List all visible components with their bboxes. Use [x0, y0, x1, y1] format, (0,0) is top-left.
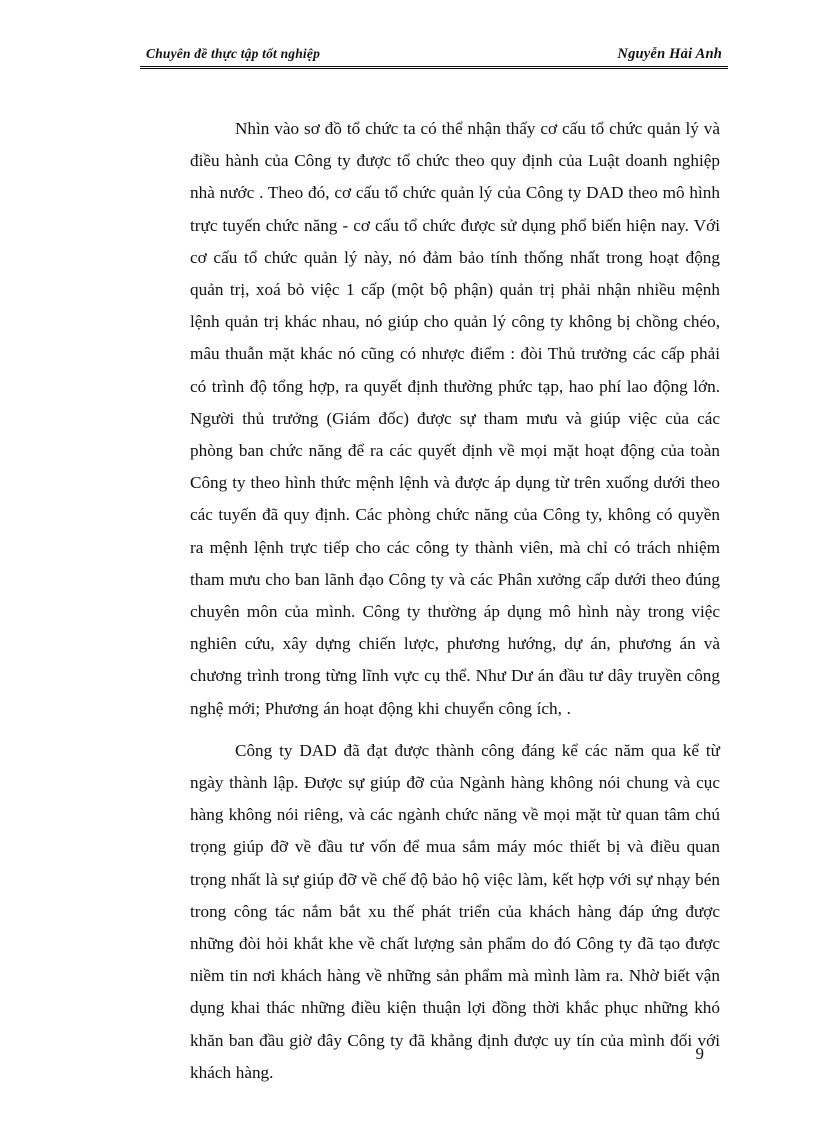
page-number: 9	[695, 1044, 704, 1063]
document-body	[190, 113, 720, 1089]
header-author-name: Nguyễn Hải Anh	[617, 46, 722, 62]
paragraph-company-achievements: Công ty DAD đã đạt được thành công đáng kể các năm qua kể từ ngày thành lập. Được sự giúp đỡ của Ngành hàng không nói chung và cục hàng không nói riêng, và các ngành chức năng về mọi mặt từ quan tâm chú trọng giúp đỡ về đầu tư vốn để mua sắm máy móc thiết bị và điều quan trọng nhất là sự giúp đỡ về chế độ bảo hộ việc làm, kết hợp với sự nhạy bén trong công tác nắm bắt xu thế phát triển của khách hàng đáp ứng được những đòi hỏi khắt khe về chất lượng sản phẩm do đó Công ty đã tạo được niềm tin nơi khách hàng về những sản phẩm mà mình làm ra. Nhờ biết vận dụng khai thác những điều kiện thuận lợi đồng thời khắc phục những khó khăn ban đầu giờ đây Công ty đã khẳng định được uy tín của mình đối với khách hàng.	[190, 740, 720, 1082]
paragraph-organization-structure: Nhìn vào sơ đồ tổ chức ta có thể nhận thấy cơ cấu tổ chức quản lý và điều hành của Công ty được tổ chức theo quy định của Luật doanh nghiệp nhà nước . Theo đó, cơ cấu tổ chức quản lý của Công ty DAD theo mô hình trực tuyến chức năng - cơ cấu tổ chức được sử dụng phổ biến hiện nay. Với cơ cấu tổ chức quản lý này, nó đảm bảo tính thống nhất trong hoạt động quản trị, xoá bỏ việc 1 cấp (một bộ phận) quản trị phải nhận nhiều mệnh lệnh quản trị khác nhau, nó giúp cho quản lý công ty không bị chồng chéo, mâu thuẫn mặt khác nó cũng có nhược điểm : đòi Thủ trưởng các cấp phải có trình độ tổng hợp, ra quyết định thường phức tạp, hao phí lao động lớn. Người thủ trưởng (Giám đốc) được sự tham mưu và giúp việc của các phòng ban chức năng để ra các quyết định về mọi mặt hoạt động của toàn Công ty theo hình thức mệnh lệnh và được áp dụng từ trên xuống dưới theo các tuyến đã quy định. Các phòng chức năng của Công ty, không có quyền ra mệnh lệnh trực tiếp cho các công ty thành viên, mà chỉ có trách nhiệm tham mưu cho ban lãnh đạo Công ty và các Phân xưởng cấp dưới theo đúng chuyên môn của mình. Công ty thường áp dụng mô hình này trong việc nghiên cứu, xây dựng chiến lược, phương hướng, dự án, phương án và chương trình trong từng lĩnh vực cụ thể. Như Dư án đầu tư dây truyền công nghệ mới; Phương án hoạt động khi chuyển công ích, .	[190, 119, 720, 718]
header-document-title: Chuyên đề thực tập tốt nghiệp	[146, 46, 321, 61]
page-header	[140, 42, 728, 69]
